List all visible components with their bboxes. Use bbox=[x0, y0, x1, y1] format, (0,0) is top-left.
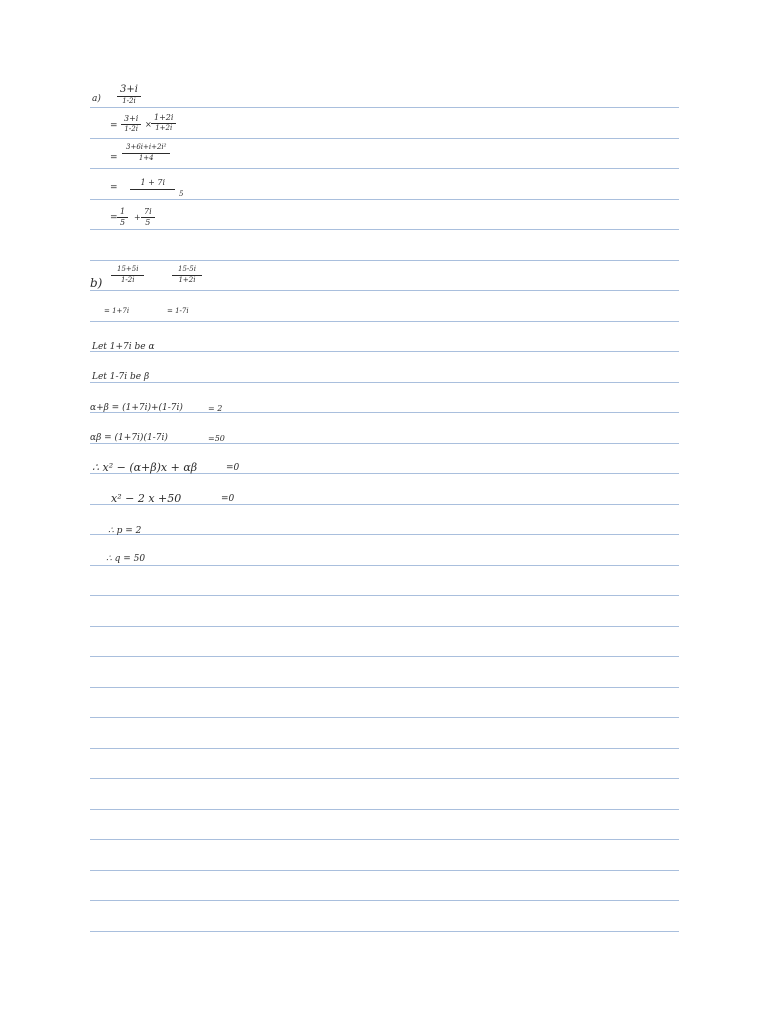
fraction-denominator: 1-2i bbox=[124, 125, 138, 133]
ruled-line bbox=[90, 138, 679, 139]
ruled-line bbox=[90, 351, 679, 352]
step1-equals: = bbox=[110, 121, 118, 131]
step4-fraction-a bbox=[117, 208, 128, 227]
part-a-fraction bbox=[117, 85, 141, 105]
ruled-line bbox=[90, 229, 679, 230]
fraction-denominator: 5 bbox=[179, 190, 184, 198]
ruled-line bbox=[90, 931, 679, 932]
fraction-denominator: 1+4 bbox=[138, 154, 154, 162]
step2-equals: = bbox=[110, 153, 118, 163]
p-result: ∴ p = 2 bbox=[108, 526, 142, 536]
part-b-label: b) bbox=[90, 276, 103, 290]
fraction-denominator: 5 bbox=[145, 218, 151, 227]
ruled-line bbox=[90, 443, 679, 444]
ruled-line bbox=[90, 534, 679, 535]
fraction-numerator: 1+2i bbox=[151, 114, 176, 124]
fraction-numerator: 3+i bbox=[121, 115, 141, 125]
fraction-denominator: 1+2i bbox=[178, 276, 196, 284]
step3-equals: = bbox=[110, 183, 118, 193]
ruled-line bbox=[90, 687, 679, 688]
alpha-plus-beta: α+β = (1+7i)+(1-7i) bbox=[90, 403, 183, 413]
ruled-line bbox=[90, 107, 679, 108]
fraction-denominator: 1+2i bbox=[155, 124, 173, 132]
ruled-line bbox=[90, 382, 679, 383]
step2-fraction bbox=[122, 144, 170, 162]
step1-fraction-a bbox=[121, 115, 141, 133]
alpha-plus-beta-value: = 2 bbox=[208, 404, 223, 413]
ruled-line bbox=[90, 778, 679, 779]
ruled-line bbox=[90, 595, 679, 596]
fraction-denominator: 1-2i bbox=[122, 97, 136, 105]
ruled-line bbox=[90, 809, 679, 810]
part-a-label: a) bbox=[92, 94, 101, 104]
ruled-line bbox=[90, 565, 679, 566]
ruled-line bbox=[90, 900, 679, 901]
ruled-line bbox=[90, 717, 679, 718]
fraction-numerator: 1 + 7i bbox=[130, 179, 175, 190]
fraction-numerator: 1 bbox=[117, 208, 128, 218]
plus-sign: + bbox=[134, 213, 141, 222]
result-alpha: = 1+7i bbox=[104, 307, 130, 315]
fraction-numerator: 3+6i+i+2i² bbox=[122, 144, 170, 154]
ruled-line bbox=[90, 168, 679, 169]
ruled-line bbox=[90, 290, 679, 291]
ruled-line bbox=[90, 199, 679, 200]
let-alpha: Let 1+7i be α bbox=[92, 342, 155, 352]
step4-equals: = bbox=[110, 213, 118, 223]
step4-fraction-b bbox=[141, 208, 155, 227]
quadratic-general-value: =0 bbox=[226, 463, 240, 473]
fraction-numerator: 7i bbox=[141, 208, 155, 218]
step1-fraction-b bbox=[151, 114, 176, 132]
quadratic-specific-value: =0 bbox=[221, 494, 235, 504]
ruled-line bbox=[90, 626, 679, 627]
ruled-line bbox=[90, 870, 679, 871]
ruled-line bbox=[90, 321, 679, 322]
fraction-numerator: 3+i bbox=[117, 85, 141, 97]
fraction-numerator: 15-5i bbox=[172, 266, 202, 276]
part-b-fraction-1 bbox=[111, 266, 144, 284]
ruled-line bbox=[90, 260, 679, 261]
ruled-line bbox=[90, 839, 679, 840]
quadratic-general: ∴ x² − (α+β)x + αβ bbox=[92, 461, 198, 474]
q-result: ∴ q = 50 bbox=[106, 554, 146, 564]
ruled-line bbox=[90, 748, 679, 749]
let-beta: Let 1-7i be β bbox=[92, 372, 150, 382]
times-sign: × bbox=[145, 120, 152, 129]
alpha-times-beta: αβ = (1+7i)(1-7i) bbox=[90, 433, 168, 443]
quadratic-specific: x² − 2 x +50 bbox=[111, 492, 182, 505]
ruled-line bbox=[90, 656, 679, 657]
result-beta: = 1-7i bbox=[167, 307, 189, 315]
fraction-numerator: 15+5i bbox=[111, 266, 144, 276]
alpha-times-beta-value: =50 bbox=[208, 434, 225, 443]
fraction-denominator: 1-2i bbox=[120, 276, 135, 284]
part-b-fraction-2 bbox=[172, 266, 202, 284]
step3-fraction bbox=[119, 179, 186, 198]
fraction-denominator: 5 bbox=[120, 218, 126, 227]
